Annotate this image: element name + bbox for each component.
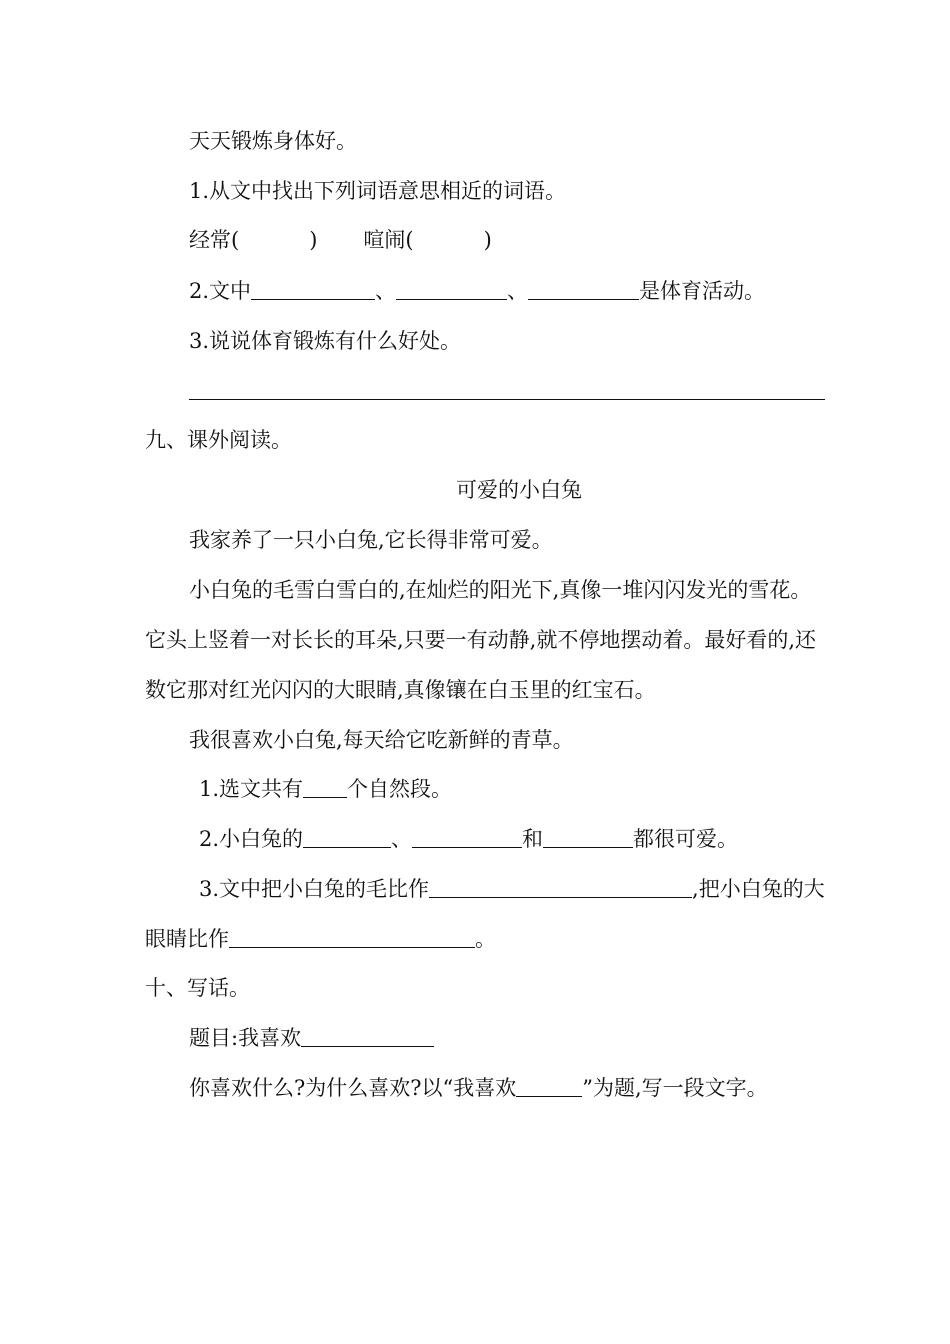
paragraph-3: 我很喜欢小白兔,每天给它吃新鲜的青草。	[189, 728, 574, 752]
passage-title: 可爱的小白兔	[456, 478, 582, 502]
section-9-heading: 九、课外阅读。	[145, 428, 292, 452]
question-9-3-line-2	[145, 929, 496, 950]
word-2-label: 喧闹(	[363, 228, 414, 252]
question-9-1	[199, 779, 452, 800]
answer-line-2[interactable]	[229, 929, 475, 948]
separator-2: 、	[507, 279, 529, 303]
question-8-1: 1.从文中找出下列词语意思相近的词语。	[189, 179, 567, 203]
q9-3-end: 。	[475, 927, 496, 951]
answer-line-1[interactable]	[429, 879, 692, 898]
topic-prefix: 题目:我喜欢	[189, 1026, 302, 1050]
writing-prompt	[189, 1078, 768, 1099]
answer-line-long[interactable]	[189, 399, 825, 400]
q9-1-prefix: 1.选文共有	[199, 777, 304, 801]
question-9-3-line-1	[199, 879, 825, 900]
prompt-prefix: 你喜欢什么?为什么喜欢?以“我喜欢	[189, 1076, 517, 1100]
separator: 、	[391, 827, 413, 851]
answer-line-2[interactable]	[412, 829, 522, 848]
conjunction: 和	[522, 827, 544, 851]
q9-1-suffix: 个自然段。	[347, 777, 453, 801]
topic-answer-line[interactable]	[301, 1028, 434, 1047]
answer-line-3[interactable]	[528, 281, 639, 300]
prompt-suffix: ”为题,写一段文字。	[582, 1076, 768, 1100]
question-8-3: 3.说说体育锻炼有什么好处。	[189, 329, 462, 353]
answer-line[interactable]	[303, 779, 347, 798]
q9-2-suffix: 都很可爱。	[633, 827, 739, 851]
paragraph-2-line-3: 数它那对红光闪闪的大眼睛,真像镶在白玉里的红宝石。	[145, 678, 656, 702]
paragraph-2-line-1: 小白兔的毛雪白雪白的,在灿烂的阳光下,真像一堆闪闪发光的雪花。	[189, 578, 812, 602]
paragraph-1: 我家养了一只小白兔,它长得非常可爱。	[189, 528, 553, 552]
word-1-close: )	[309, 228, 318, 252]
writing-topic	[189, 1028, 434, 1049]
section-10-heading: 十、写话。	[145, 976, 250, 1000]
word-2-close: )	[483, 228, 492, 252]
paragraph-2-line-2: 它头上竖着一对长长的耳朵,只要一有动静,就不停地摆动着。最好看的,还	[145, 628, 817, 652]
question-8-1-words	[189, 230, 492, 251]
prompt-blank	[516, 1078, 582, 1097]
q8-2-suffix: 是体育活动。	[639, 279, 766, 303]
answer-line-1[interactable]	[251, 281, 375, 300]
passage-last-line: 天天锻炼身体好。	[189, 129, 357, 153]
answer-line-3[interactable]	[543, 829, 633, 848]
word-1-label: 经常(	[189, 228, 240, 252]
q9-3-middle: ,把小白兔的大	[692, 877, 825, 901]
question-8-2	[189, 281, 765, 302]
q9-2-prefix: 2.小白兔的	[199, 827, 304, 851]
separator-1: 、	[375, 279, 397, 303]
q9-3-line2-prefix: 眼睛比作	[145, 927, 229, 951]
q9-3-prefix: 3.文中把小白兔的毛比作	[199, 877, 430, 901]
answer-line-1[interactable]	[303, 829, 391, 848]
q8-2-prefix: 2.文中	[189, 279, 252, 303]
question-9-2	[199, 829, 738, 850]
answer-line-2[interactable]	[396, 281, 507, 300]
